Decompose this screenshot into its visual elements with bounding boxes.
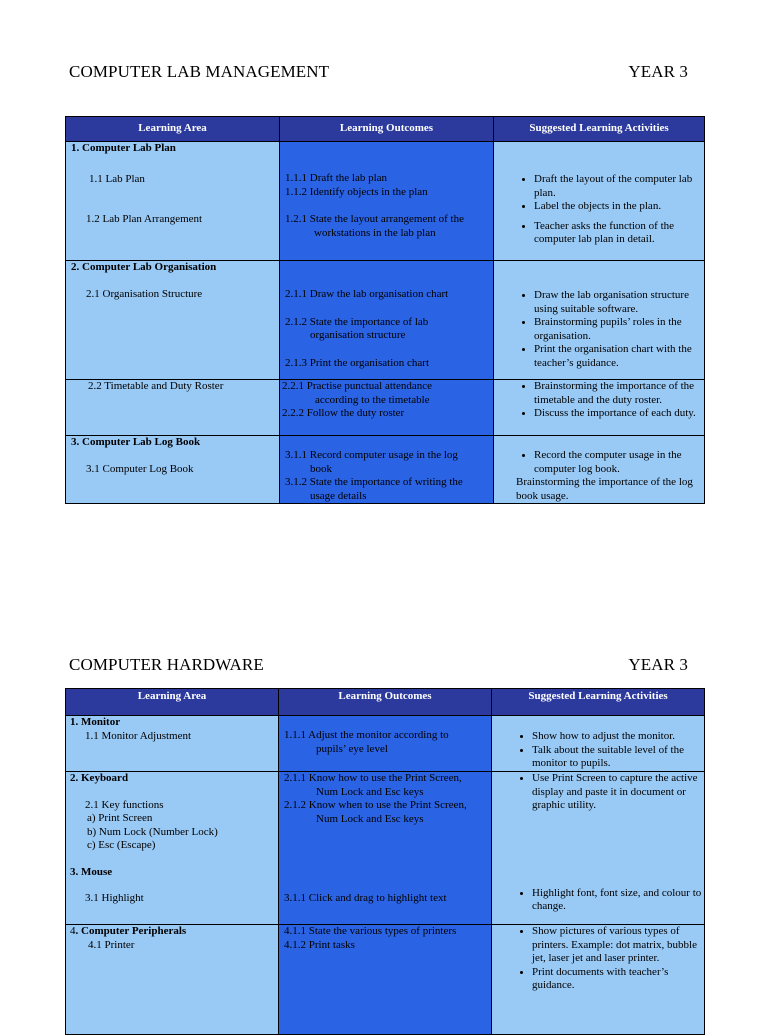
outcome-item: 2.1.2 State the importance of lab bbox=[285, 315, 429, 328]
learning-area-cell bbox=[66, 261, 280, 380]
table-row bbox=[66, 436, 705, 504]
area-item: 2.1 Organisation Structure bbox=[86, 287, 203, 300]
area-item: 1.1 Lab Plan bbox=[89, 172, 145, 185]
activity-list bbox=[494, 449, 704, 476]
table-row bbox=[66, 772, 705, 925]
activity-item: • Highlight font, font size, and colour to change. bbox=[532, 887, 704, 914]
activity-item: • Show how to adjust the monitor. bbox=[532, 730, 704, 744]
learning-outcomes-cell bbox=[279, 925, 492, 1035]
activities-cell bbox=[494, 380, 705, 436]
outcome-item-cont: usage details bbox=[310, 489, 367, 502]
outcome-item-cont: workstations in the lab plan bbox=[314, 226, 436, 239]
outcome-item: 4.1.1 State the various types of printers bbox=[284, 925, 457, 937]
area-item: b) Num Lock (Number Lock) bbox=[87, 825, 218, 838]
area-item: 2.2 Timetable and Duty Roster bbox=[88, 380, 224, 392]
outcome-item-cont: organisation structure bbox=[310, 329, 406, 341]
activities-cell bbox=[492, 716, 705, 772]
outcome-item-cont: Num Lock and Esc keys bbox=[316, 812, 424, 825]
outcome-item: 1.1.1 Adjust the monitor according to bbox=[284, 729, 449, 741]
learning-outcomes-cell bbox=[280, 380, 494, 436]
section2-table bbox=[65, 688, 705, 1035]
activities-cell bbox=[494, 436, 705, 504]
area-item: 2.1 Key functions bbox=[85, 798, 164, 811]
outcome-item-cont: according to the timetable bbox=[315, 393, 430, 406]
outcome-item: 3.1.2 State the importance of writing the bbox=[285, 476, 463, 488]
section1-title: COMPUTER LAB MANAGEMENT bbox=[69, 62, 330, 81]
learning-area-cell bbox=[66, 716, 279, 772]
activity-item: • Print the organisation chart with the teacher’s guidance. bbox=[534, 343, 704, 370]
table-row bbox=[66, 716, 705, 772]
learning-area-cell bbox=[66, 436, 280, 504]
activity-list bbox=[492, 887, 704, 914]
section2-heading bbox=[69, 655, 688, 675]
learning-area-cell bbox=[66, 380, 280, 436]
activity-item: • Brainstorming pupils’ roles in the organisation. bbox=[534, 316, 704, 343]
outcome-item: 2.2.2 Follow the duty roster bbox=[282, 407, 405, 419]
activities-cell bbox=[492, 925, 705, 1035]
learning-outcomes-cell bbox=[280, 261, 494, 380]
area-heading: 4. Computer Peripherals bbox=[70, 925, 187, 937]
activity-item: • Teacher asks the function of the computer lab plan in detail. bbox=[534, 220, 704, 247]
header-suggested-activities: Suggested Learning Activities bbox=[492, 689, 705, 716]
area-heading: 2. Keyboard bbox=[70, 772, 129, 784]
area-heading: 1. Monitor bbox=[70, 716, 121, 728]
header-learning-outcomes: Learning Outcomes bbox=[279, 689, 492, 716]
outcome-item-cont: Num Lock and Esc keys bbox=[316, 785, 424, 798]
header-learning-area: Learning Area bbox=[66, 117, 280, 142]
area-item: 1.1 Monitor Adjustment bbox=[85, 729, 192, 742]
outcome-item: 1.1.1 Draft the lab plan bbox=[285, 172, 388, 184]
area-item: c) Esc (Escape) bbox=[87, 839, 156, 851]
header-learning-area: Learning Area bbox=[66, 689, 279, 716]
activity-item: • Print documents with teacher’s guidance. bbox=[532, 966, 704, 993]
activity-item: • Show pictures of various types of printers. Example: dot matrix, bubble jet, laser jet and laser printer. bbox=[532, 925, 704, 966]
activities-cell bbox=[494, 142, 705, 261]
outcome-item-cont: book bbox=[310, 462, 332, 475]
table-header-row bbox=[66, 117, 705, 142]
section1-year: YEAR 3 bbox=[628, 62, 688, 81]
activity-item: • Brainstorming the importance of the timetable and the duty roster. bbox=[534, 380, 704, 407]
activity-item: • Discuss the importance of each duty. bbox=[534, 407, 704, 421]
activity-item: • Label the objects in the plan. bbox=[534, 200, 704, 214]
learning-outcomes-cell bbox=[280, 436, 494, 504]
activity-list bbox=[492, 925, 704, 993]
activity-item: • Record the computer usage in the computer log book. bbox=[534, 449, 704, 476]
activity-item: • Draft the layout of the computer lab plan. bbox=[534, 173, 704, 200]
activity-list bbox=[494, 380, 704, 421]
table-row bbox=[66, 142, 705, 261]
activity-note: Brainstorming the importance of the log book usage. bbox=[516, 476, 693, 502]
area-heading: 1. Computer Lab Plan bbox=[71, 142, 176, 154]
learning-outcomes-cell bbox=[280, 142, 494, 261]
outcome-item: 2.1.1 Draw the lab organisation chart bbox=[285, 288, 449, 300]
area-item: 3.1 Highlight bbox=[85, 892, 144, 904]
activity-item: • Use Print Screen to capture the active display and paste it in document or graphic utility. bbox=[532, 772, 704, 813]
table-row bbox=[66, 261, 705, 380]
table-row bbox=[66, 925, 705, 1035]
activity-list bbox=[492, 730, 704, 771]
outcome-item: 1.1.2 Identify objects in the plan bbox=[285, 185, 428, 198]
area-item: 3.1 Computer Log Book bbox=[86, 462, 194, 475]
outcome-item-cont: pupils’ eye level bbox=[316, 742, 388, 755]
outcome-item: 2.1.2 Know when to use the Print Screen, bbox=[284, 799, 467, 811]
activities-cell bbox=[492, 772, 705, 925]
activity-list bbox=[492, 772, 704, 813]
area-item: 4.1 Printer bbox=[88, 938, 135, 951]
header-learning-outcomes: Learning Outcomes bbox=[280, 117, 494, 142]
learning-area-cell bbox=[66, 142, 280, 261]
section2-title: COMPUTER HARDWARE bbox=[69, 655, 264, 674]
outcome-item: 3.1.1 Click and drag to highlight text bbox=[284, 892, 447, 904]
learning-area-cell bbox=[66, 772, 279, 925]
section1-heading bbox=[69, 62, 688, 82]
activity-item: • Talk about the suitable level of the monitor to pupils. bbox=[532, 744, 704, 771]
outcome-item: 2.1.3 Print the organisation chart bbox=[285, 356, 429, 369]
section2-year: YEAR 3 bbox=[628, 655, 688, 674]
outcome-item: 2.1.1 Know how to use the Print Screen, bbox=[284, 772, 462, 784]
area-item: 1.2 Lab Plan Arrangement bbox=[86, 213, 203, 225]
activity-list bbox=[494, 289, 704, 370]
outcome-item: 3.1.1 Record computer usage in the log bbox=[285, 449, 458, 461]
area-heading: 2. Computer Lab Organisation bbox=[71, 261, 217, 273]
outcome-item: 1.2.1 State the layout arrangement of the bbox=[285, 213, 464, 225]
activities-cell bbox=[494, 261, 705, 380]
area-heading: 3. Computer Lab Log Book bbox=[71, 436, 201, 448]
activity-list bbox=[494, 173, 704, 247]
table-row bbox=[66, 380, 705, 436]
outcome-item: 4.1.2 Print tasks bbox=[284, 938, 355, 951]
learning-outcomes-cell bbox=[279, 716, 492, 772]
area-item: a) Print Screen bbox=[87, 812, 153, 824]
header-suggested-activities: Suggested Learning Activities bbox=[494, 117, 705, 142]
learning-area-cell bbox=[66, 925, 279, 1035]
area-heading: 3. Mouse bbox=[70, 865, 113, 878]
activity-item: • Draw the lab organisation structure using suitable software. bbox=[534, 289, 704, 316]
learning-outcomes-cell bbox=[279, 772, 492, 925]
table-header-row bbox=[66, 689, 705, 716]
section1-table bbox=[65, 116, 705, 504]
outcome-item: 2.2.1 Practise punctual attendance bbox=[282, 380, 432, 392]
